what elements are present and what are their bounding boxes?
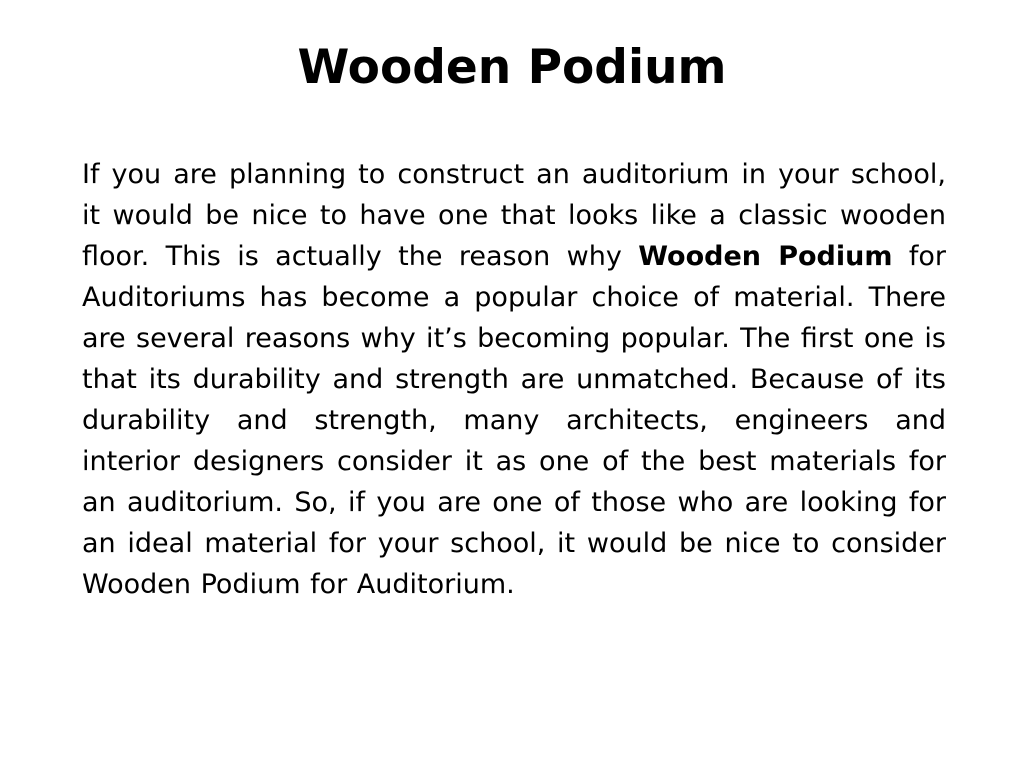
paragraph-text-after-bold: for Auditoriums has become a popular choice of material. There are several reasons why it’s becoming popular. The first one is that its durability and strength are unmatched. Because of its durability and strength, many architects, engineers and interior designers consider it as one of the best materials for an auditorium. So, if you are one of those who are looking for an ideal material for your school, it would be nice to consider Wooden Podium for Auditorium.: [82, 241, 946, 600]
page-title: Wooden Podium: [297, 40, 727, 95]
body-paragraph: [82, 154, 946, 605]
bold-keyword: Wooden Podium: [638, 241, 893, 272]
paragraph-text-before-bold: If you are planning to construct an auditorium in your school, it would be nice to have one that looks like a classic wooden floor. This is actually the reason why: [82, 159, 946, 272]
